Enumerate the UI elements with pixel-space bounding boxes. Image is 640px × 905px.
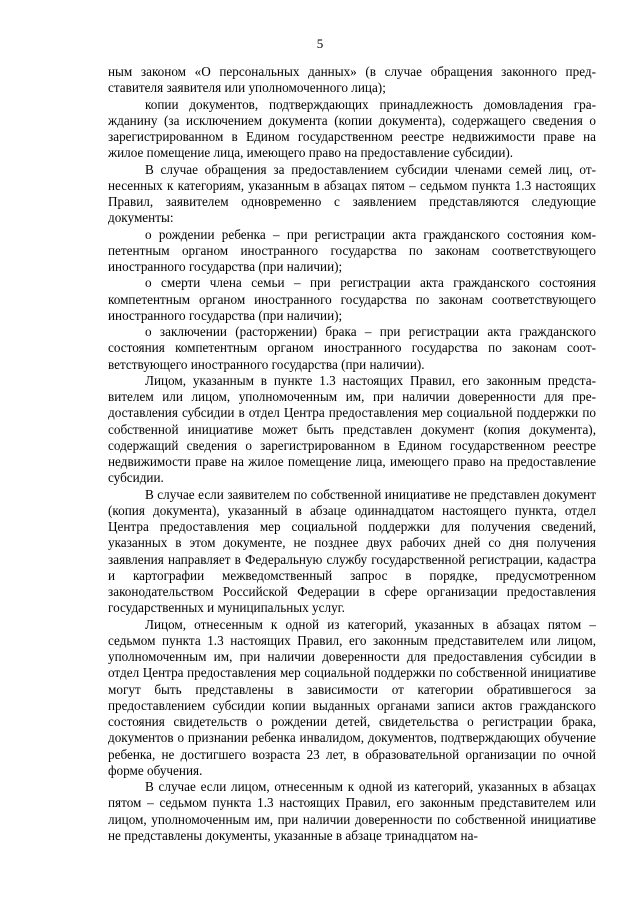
body-text <box>108 64 596 844</box>
paragraph: о смерти члена семьи – при регистрации акта гражданского состояния компетентным органом иностранного государства по законам соответствующего иностранного государства (при наличии); <box>108 275 596 323</box>
paragraph: Лицом, указанным в пункте 1.3 настоящих Правил, его законным представителем или лицом, уполномоченным им, при наличии доверенности для предоставления субсидии в отдел Центра предоставления мер социальной поддержки по собственной инициативе может быть представлен документ (копия документа), содержащий сведения о зарегистрированном в Едином государственном реестре недвижимости праве на жилое помещение лица, имеющего право на предоставление субсидии. <box>108 372 596 486</box>
page-number: 5 <box>316 36 324 51</box>
paragraph: В случае если лицом, отнесенным к одной из категорий, указанных в абзацах пятом – седьмом пункта 1.3 настоящих Правил, его законным представителем или лицом, уполномоченным им, при наличии доверенности по собственной инициативе не представлены документы, указанные в абзаце тринадцатом на- <box>108 779 596 843</box>
paragraph: о рождении ребенка – при регистрации акта гражданского состояния компетентным органом иностранного государства по законам соответствующего иностранного государства (при наличии); <box>108 226 596 274</box>
paragraph: В случае если заявителем по собственной инициативе не представлен документ (копия документа), указанный в абзаце одиннадцатом настоящего пункта, отдел Центра предоставления мер социальной поддержки для получения сведений, указанных в этом документе, не позднее двух рабочих дней со дня получения заявления направляет в Федеральную службу государственной регистрации, кадастра и картографии межведомственный запрос в порядке, предусмотренном законодательством Российской Федерации в сфере организации предоставления государственных и муниципальных услуг. <box>108 486 596 616</box>
paragraph: В случае обращения за предоставлением субсидии членами семей лиц, отнесенных к категориям, указанным в абзацах пятом – седьмом пункта 1.3 настоящих Правил, заявителем одновременно с заявлением представляются следующие документы: <box>108 161 596 226</box>
paragraph: о заключении (расторжении) брака – при регистрации акта гражданского состояния компетентным органом иностранного государства по законам соответствующего иностранного государства (при наличии). <box>108 324 596 372</box>
paragraph: копии документов, подтверждающих принадлежность домовладения гражданину (за исключением документа (копии документа), содержащего сведения о зарегистрированном в Едином государственном реестре недвижимости праве на жилое помещение лица, имеющего право на предоставление субсидии). <box>108 96 596 161</box>
paragraph: ным законом «О персональных данных» (в случае обращения законного представителя заявителя или уполномоченного лица); <box>108 64 596 96</box>
paragraph: Лицом, отнесенным к одной из категорий, указанных в абзацах пятом – седьмом пункта 1.3 настоящих Правил, его законным представителем или лицом, уполномоченным им, при наличии доверенности для предоставления субсидии в отдел Центра предоставления мер социальной поддержки по собственной инициативе могут быть представлены в зависимости от категории обратившегося за предоставлением субсидии копии выданных органами записи актов гражданского состояния свидетельств о рождении детей, свидетельства о регистрации брака, документов о признании ребенка инвалидом, документов, подтверждающих обучение ребенка, не достигшего возраста 23 лет, в образовательной организации по очной форме обучения. <box>108 616 596 778</box>
